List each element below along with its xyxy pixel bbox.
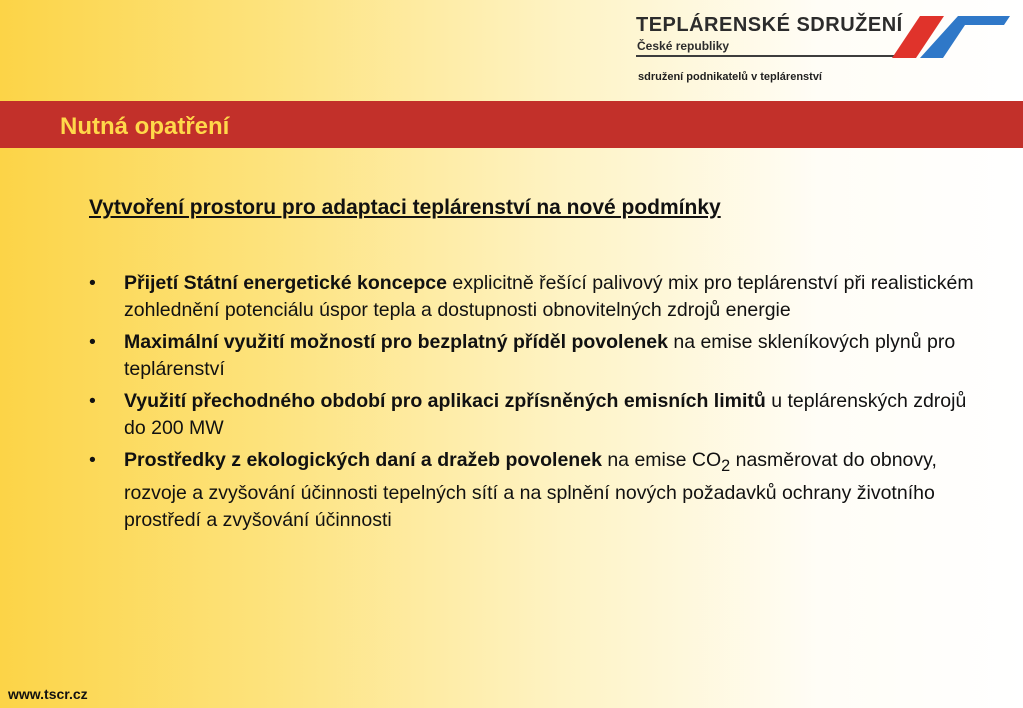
bullet-bold-text: Prostředky z ekologických daní a dražeb povolenek (124, 449, 602, 471)
logo-rule (636, 55, 906, 57)
title-bar (0, 101, 1023, 148)
bullet-text-before-subscript: na emise CO (601, 449, 722, 471)
tagline: sdružení podnikatelů v teplárenství (638, 71, 822, 83)
logo (636, 14, 1016, 68)
logo-name: TEPLÁRENSKÉ SDRUŽENÍ (636, 14, 903, 36)
section-heading: Vytvoření prostoru pro adaptaci teplárenství na nové podmínky (89, 196, 721, 219)
bullet-text: na emise skleníkových plynů pro teplárenství (124, 331, 956, 380)
footer-url-link[interactable]: www.tscr.cz (8, 686, 88, 702)
bullet-icon: • (89, 390, 96, 412)
bullet-bold-text: Využití přechodného období pro aplikaci zpřísněných emisních limitů (124, 390, 766, 412)
bullet-icon: • (89, 272, 96, 294)
bullet-text: u teplárenských zdrojů do 200 MW (124, 390, 967, 439)
bullet-text: nasměrovat do obnovy, rozvoje a zvyšování účinnosti tepelných sítí a na splnění nových požadavků ochrany životního prostředí a zvyšování účinnosti (124, 449, 937, 531)
bullet-item (89, 270, 989, 324)
bullet-bold-text: Přijetí Státní energetické koncepce (124, 272, 447, 294)
logo-stripes-icon (892, 16, 1010, 58)
bullet-item (89, 447, 989, 534)
bullet-item (89, 329, 989, 383)
page-title: Nutná opatření (60, 113, 230, 140)
bullet-list (89, 270, 989, 539)
bullet-item (89, 388, 989, 442)
bullet-icon: • (89, 449, 96, 471)
subscript: 2 (721, 456, 731, 475)
bullet-bold-text: Maximální využití možností pro bezplatný příděl povolenek (124, 331, 668, 353)
logo-subname: České republiky (637, 39, 730, 53)
bullet-icon: • (89, 331, 96, 353)
bullet-text: explicitně řešící palivový mix pro teplárenství při realistickém zohlednění potenciálu úspor tepla a dostupnosti obnovitelných zdrojů energie (124, 272, 974, 321)
